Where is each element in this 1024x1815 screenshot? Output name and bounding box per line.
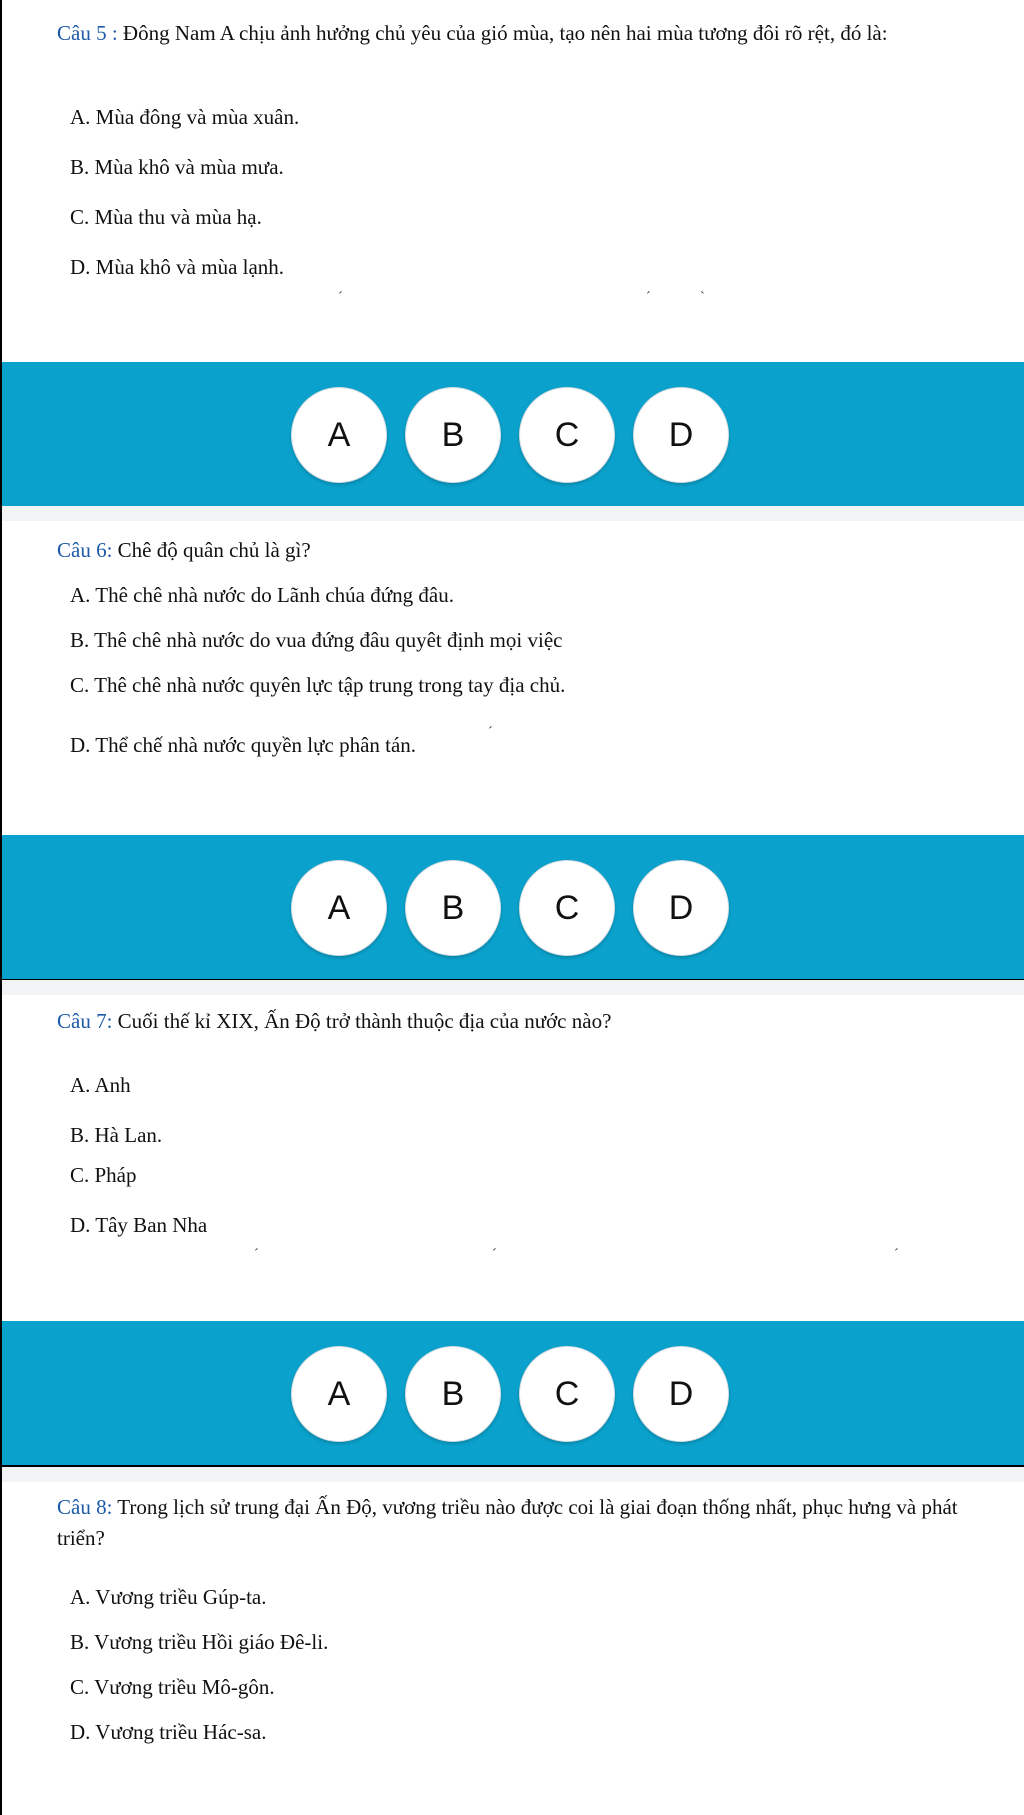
question-8-option-c: C. Vương triều Mô-gôn. (70, 1675, 275, 1699)
choice-c-button[interactable]: C (519, 1346, 615, 1442)
answer-band-q7 (2, 1321, 1024, 1465)
question-5-option-d: D. Mùa khô và mùa lạnh. (70, 255, 285, 279)
stray-mark: ˊ (338, 290, 343, 305)
question-8-option-b: B. Vương triều Hồi giáo Đê-li. (70, 1630, 329, 1654)
question-5-option-a: A. Mùa đông và mùa xuân. (70, 105, 300, 129)
answer-band-q5 (2, 362, 1024, 506)
section-divider (2, 1467, 1024, 1482)
question-8-option-a: A. Vương triều Gúp-ta. (70, 1585, 267, 1609)
question-5-text (57, 18, 994, 49)
question-7-text (57, 1006, 994, 1037)
choice-b-button[interactable]: B (405, 860, 501, 956)
question-7-option-d: D. Tây Ban Nha (70, 1213, 208, 1237)
stray-mark: ˊ (646, 290, 651, 305)
stray-mark: ˊ (492, 1247, 497, 1262)
question-5-option-c: C. Mùa thu và mùa hạ. (70, 205, 262, 229)
question-5-prompt: Đông Nam A chịu ảnh hưởng chủ yêu của gió mùa, tạo nên hai mùa tương đôi rõ rệt, đó là: (117, 21, 888, 45)
question-8-number: Câu 8: (57, 1495, 113, 1519)
question-6-number: Câu 6: (57, 538, 113, 562)
stray-mark: ˊ (254, 1247, 259, 1262)
question-6-option-b: B. Thê chê nhà nước do vua đứng đâu quyêt định mọi việc (70, 628, 563, 652)
choice-b-button[interactable]: B (405, 387, 501, 483)
question-7-option-b: B. Hà Lan. (70, 1123, 163, 1147)
question-6-option-a: A. Thê chê nhà nước do Lãnh chúa đứng đâu. (70, 583, 454, 607)
stray-mark: ˊ (488, 725, 493, 740)
question-7-card (2, 995, 1024, 1321)
choice-a-button[interactable]: A (291, 1346, 387, 1442)
stray-mark: ˊ (894, 1247, 899, 1262)
question-8-text (57, 1492, 994, 1554)
question-5-option-b: B. Mùa khô và mùa mưa. (70, 155, 284, 179)
choice-b-button[interactable]: B (405, 1346, 501, 1442)
question-8-card (2, 1482, 1024, 1815)
choice-a-button[interactable]: A (291, 387, 387, 483)
question-7-option-a: A. Anh (70, 1073, 131, 1097)
question-7-prompt: Cuối thế kỉ XIX, Ấn Độ trở thành thuộc địa của nước nào? (112, 1009, 612, 1033)
question-5-number: Câu 5 : (57, 21, 118, 45)
question-6-prompt: Chê độ quân chủ là gì? (112, 538, 311, 562)
choice-d-button[interactable]: D (633, 387, 729, 483)
choice-d-button[interactable]: D (633, 860, 729, 956)
question-7-option-c: C. Pháp (70, 1163, 137, 1187)
choice-a-button[interactable]: A (291, 860, 387, 956)
choice-d-button[interactable]: D (633, 1346, 729, 1442)
question-8-option-d: D. Vương triều Hác-sa. (70, 1720, 267, 1744)
answer-band-q6 (2, 835, 1024, 979)
question-6-option-c: C. Thê chê nhà nước quyên lực tập trung trong tay địa chủ. (70, 673, 566, 697)
stray-mark: ˋ (700, 290, 705, 305)
section-divider (2, 506, 1024, 521)
question-6-option-d: D. Thể chế nhà nước quyền lực phân tán. (70, 733, 417, 757)
section-divider (2, 980, 1024, 995)
question-6-text (57, 535, 994, 566)
question-8-prompt: Trong lịch sử trung đại Ấn Độ, vương triều nào được coi là giai đoạn thống nhất, phục hưng và phát triển? (57, 1495, 958, 1550)
question-6-card (2, 521, 1024, 835)
question-7-number: Câu 7: (57, 1009, 113, 1033)
choice-c-button[interactable]: C (519, 387, 615, 483)
choice-c-button[interactable]: C (519, 860, 615, 956)
question-5-card (2, 0, 1024, 362)
